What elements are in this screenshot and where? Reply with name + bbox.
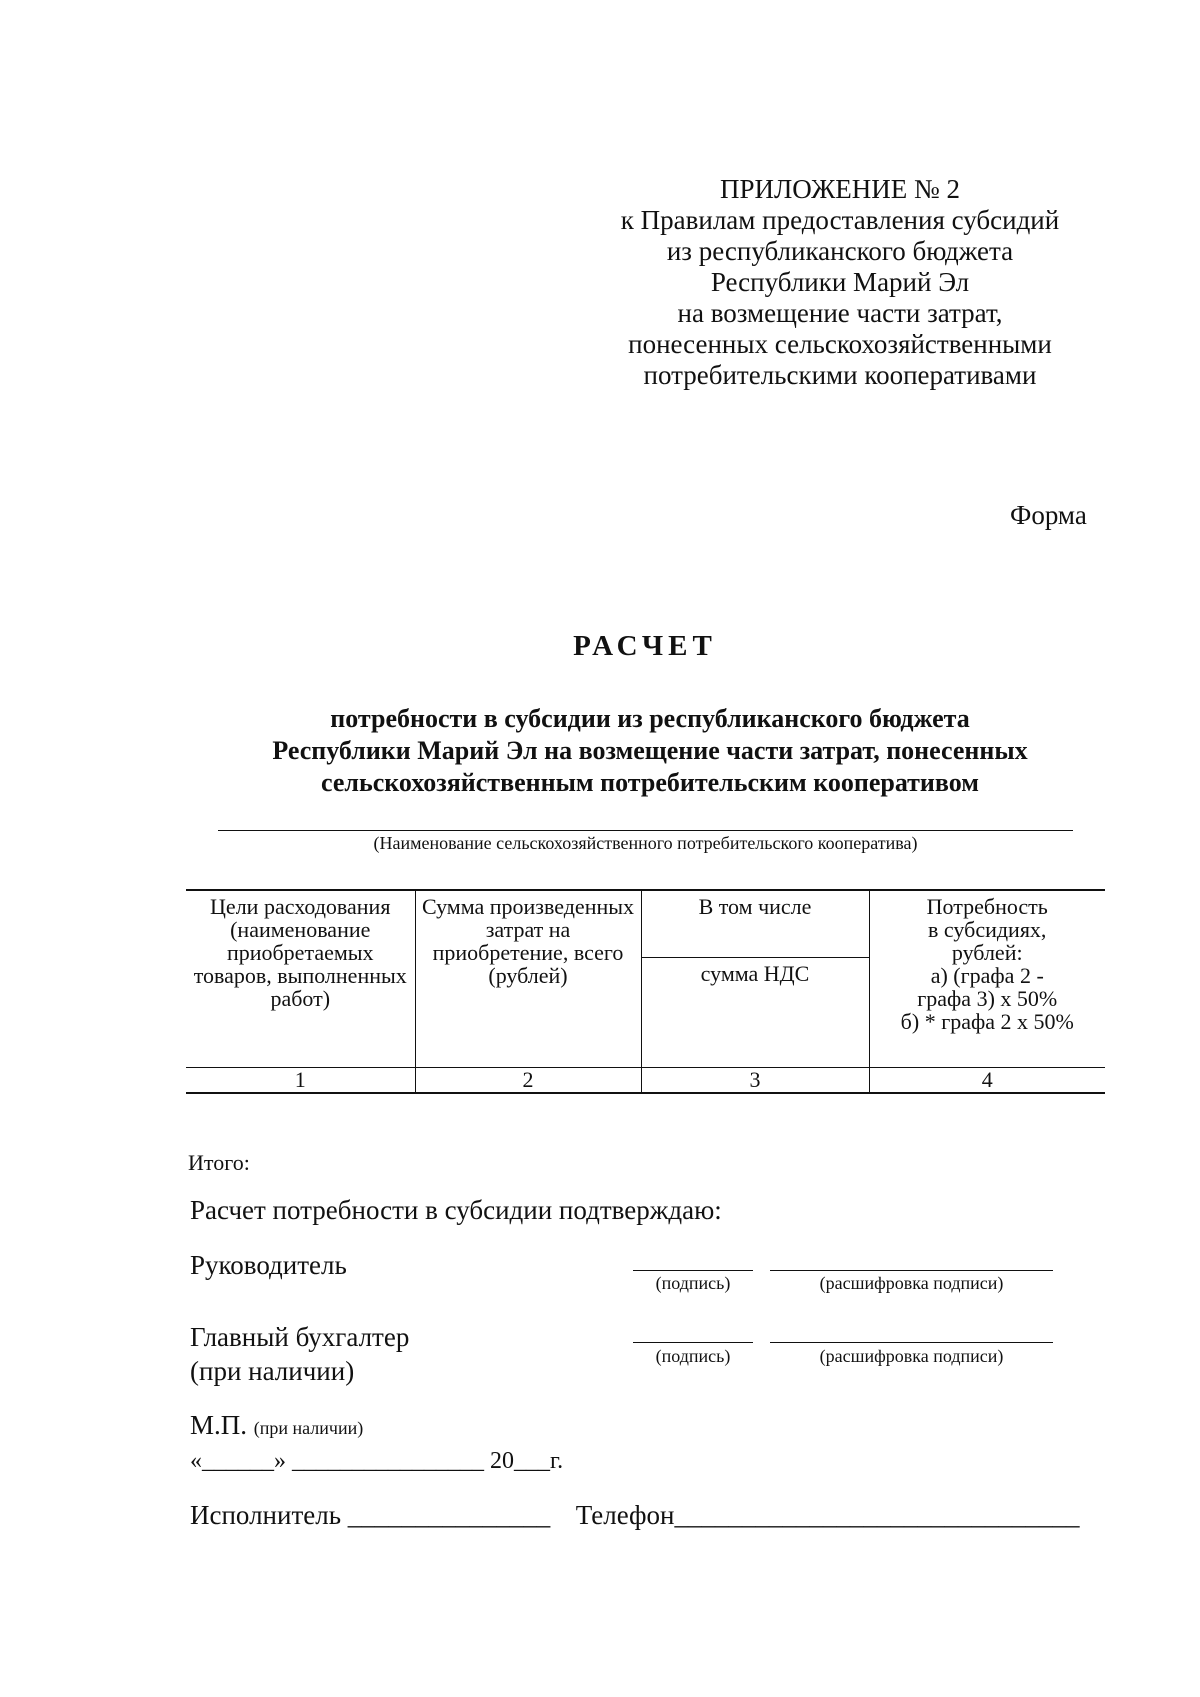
subsidy-need-line: в субсидиях, [928, 917, 1047, 942]
executor-label: Исполнитель [190, 1500, 342, 1530]
calculation-table [186, 889, 1105, 1094]
appendix-line: на возмещение части затрат, [677, 298, 1003, 328]
appendix-line: из республиканского бюджета [666, 236, 1014, 266]
appendix-line: потребительскими кооперативами [643, 360, 1037, 390]
column-header-purpose: Цели расходования (наименование приобретаемых товаров, выполненных работ) [186, 890, 415, 1068]
appendix-title: ПРИЛОЖЕНИЕ № 2 [719, 174, 961, 204]
appendix-header [590, 174, 1090, 391]
head-signature-line[interactable] [633, 1270, 753, 1271]
subsidy-need-line: а) (графа 2 - [930, 963, 1044, 988]
column-number: 4 [869, 1068, 1105, 1094]
appendix-line: Республики Марий Эл [710, 267, 970, 297]
head-decoding-line[interactable] [770, 1270, 1053, 1271]
cooperative-name-line[interactable] [218, 830, 1073, 831]
stamp-note: (при наличии) [253, 1418, 364, 1438]
subtitle-line: сельскохозяйственным потребительским кооперативом [321, 768, 979, 797]
document-title: РАСЧЕТ [573, 630, 717, 662]
subtitle-line: потребности в субсидии из республиканского бюджета [330, 704, 970, 733]
column-number: 3 [641, 1068, 869, 1094]
subsidy-need-line: рублей: [951, 940, 1023, 965]
subtitle-line: Республики Марий Эл на возмещение части затрат, понесенных [272, 736, 1028, 765]
document-subtitle [200, 703, 1100, 799]
head-role-label: Руководитель [190, 1250, 347, 1280]
executor-row [190, 1500, 1079, 1531]
column-header-total-cost: Сумма произведенных затрат на приобретение, всего (рублей) [415, 890, 641, 1068]
chief-accountant-label: Главный бухгалтер [190, 1322, 410, 1352]
column-header-including: В том числе [641, 890, 869, 958]
appendix-line: к Правилам предоставления субсидий [620, 205, 1060, 235]
executor-field[interactable]: _______________ [347, 1500, 551, 1530]
column-number: 2 [415, 1068, 641, 1094]
form-label: Форма [1010, 500, 1087, 530]
subsidy-need-line: графа 3) х 50% [917, 986, 1058, 1011]
phone-label: Телефон [575, 1500, 675, 1530]
stamp-block [190, 1410, 363, 1441]
stamp-label: М.П. [190, 1410, 248, 1440]
decoding-caption: (расшифровка подписи) [819, 1273, 1004, 1293]
chief-accountant-role [190, 1320, 409, 1388]
subsidy-need-line: б) * графа 2 х 50% [900, 1009, 1074, 1034]
accountant-signature-line[interactable] [633, 1342, 753, 1343]
column-number: 1 [186, 1068, 415, 1094]
confirmation-text: Расчет потребности в субсидии подтверждаю: [190, 1195, 722, 1225]
accountant-decoding-line[interactable] [770, 1342, 1053, 1343]
column-header-vat: сумма НДС [641, 958, 869, 1068]
phone-field[interactable]: ______________________________ [674, 1500, 1080, 1530]
date-line[interactable]: «______» ________________ 20___г. [190, 1448, 564, 1474]
total-label: Итого: [188, 1150, 250, 1175]
signature-caption: (подпись) [655, 1346, 731, 1366]
appendix-line: понесенных сельскохозяйственными [628, 329, 1052, 359]
signature-caption: (подпись) [655, 1273, 731, 1293]
cooperative-name-caption: (Наименование сельскохозяйственного потребительского кооператива) [373, 833, 918, 853]
column-header-subsidy-need [869, 890, 1105, 1068]
if-any-label: (при наличии) [190, 1356, 355, 1386]
subsidy-need-line: Потребность [926, 894, 1048, 919]
decoding-caption: (расшифровка подписи) [819, 1346, 1004, 1366]
